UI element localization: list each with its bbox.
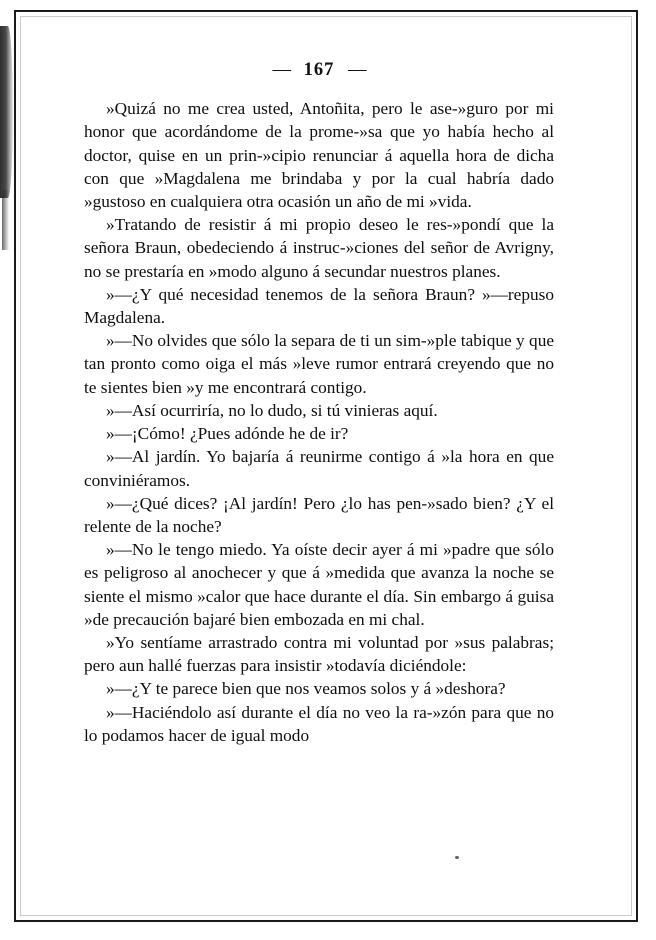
scan-edge-artifact-secondary [2, 190, 9, 250]
paragraph: »—No olvides que sólo la separa de ti un sim-»ple tabique y que tan pronto como oiga el más »leve rumor entrará creyendo que no te sientes bien »y me encontrará contigo. [84, 331, 554, 397]
header-rule-left: — [272, 60, 290, 81]
paragraph: »Quizá no me crea usted, Antoñita, pero le ase-»guro por mi honor que acordándome de la prome-»sa que yo había hecho al doctor, quise en un prin-»cipio renunciar á aquella hora de dicha con que »Magdalena me brindaba y por la cual habría dado »gustoso en cualquiera otra ocasión un año de mi »vida. [84, 99, 554, 212]
page-content [84, 60, 554, 747]
paragraph: »—Haciéndolo así durante el día no veo la ra-»zón para que no lo podamos hacer de igual modo [84, 702, 554, 745]
paragraph: »—¿Y qué necesidad tenemos de la señora Braun? »—repuso Magdalena. [84, 284, 554, 328]
page-number: 167 [303, 60, 335, 81]
paragraph: »—¿Y te parece bien que nos veamos solos y á »deshora? [106, 679, 506, 699]
page-header [84, 60, 554, 81]
paragraph: »—¿Qué dices? ¡Al jardín! Pero ¿lo has pen-»sado bien? ¿Y el relente de la noche? [84, 493, 554, 536]
paragraph: »—Así ocurriría, no lo dudo, si tú vinieras aquí. [106, 400, 438, 420]
scan-edge-artifact [0, 26, 13, 198]
header-rule-right: — [348, 60, 366, 81]
body-text [84, 97, 554, 747]
ink-speck [455, 856, 459, 859]
paragraph: »—¡Cómo! ¿Pues adónde he de ir? [106, 424, 349, 444]
paragraph: »—Al jardín. Yo bajaría á reunirme contigo á »la hora en que conviniéramos. [84, 447, 554, 490]
paragraph: »Yo sentíame arrastrado contra mi voluntad por »sus palabras; pero aun hallé fuerzas para insistir »todavía diciéndole: [84, 632, 554, 676]
paragraph: »—No le tengo miedo. Ya oíste decir ayer á mi »padre que sólo es peligroso al anochecer y que á »medida que avanza la noche se siente el mismo »calor que hace durante el día. Sin embargo á guisa »de precaución bajaré bien embozada en mi chal. [84, 540, 554, 629]
paragraph: »Tratando de resistir á mi propio deseo le res-»pondí que la señora Braun, obedeciendo á instruc-»ciones del señor de Avrigny, no se prestaría en »modo alguno á secundar nuestros planes. [84, 215, 554, 281]
